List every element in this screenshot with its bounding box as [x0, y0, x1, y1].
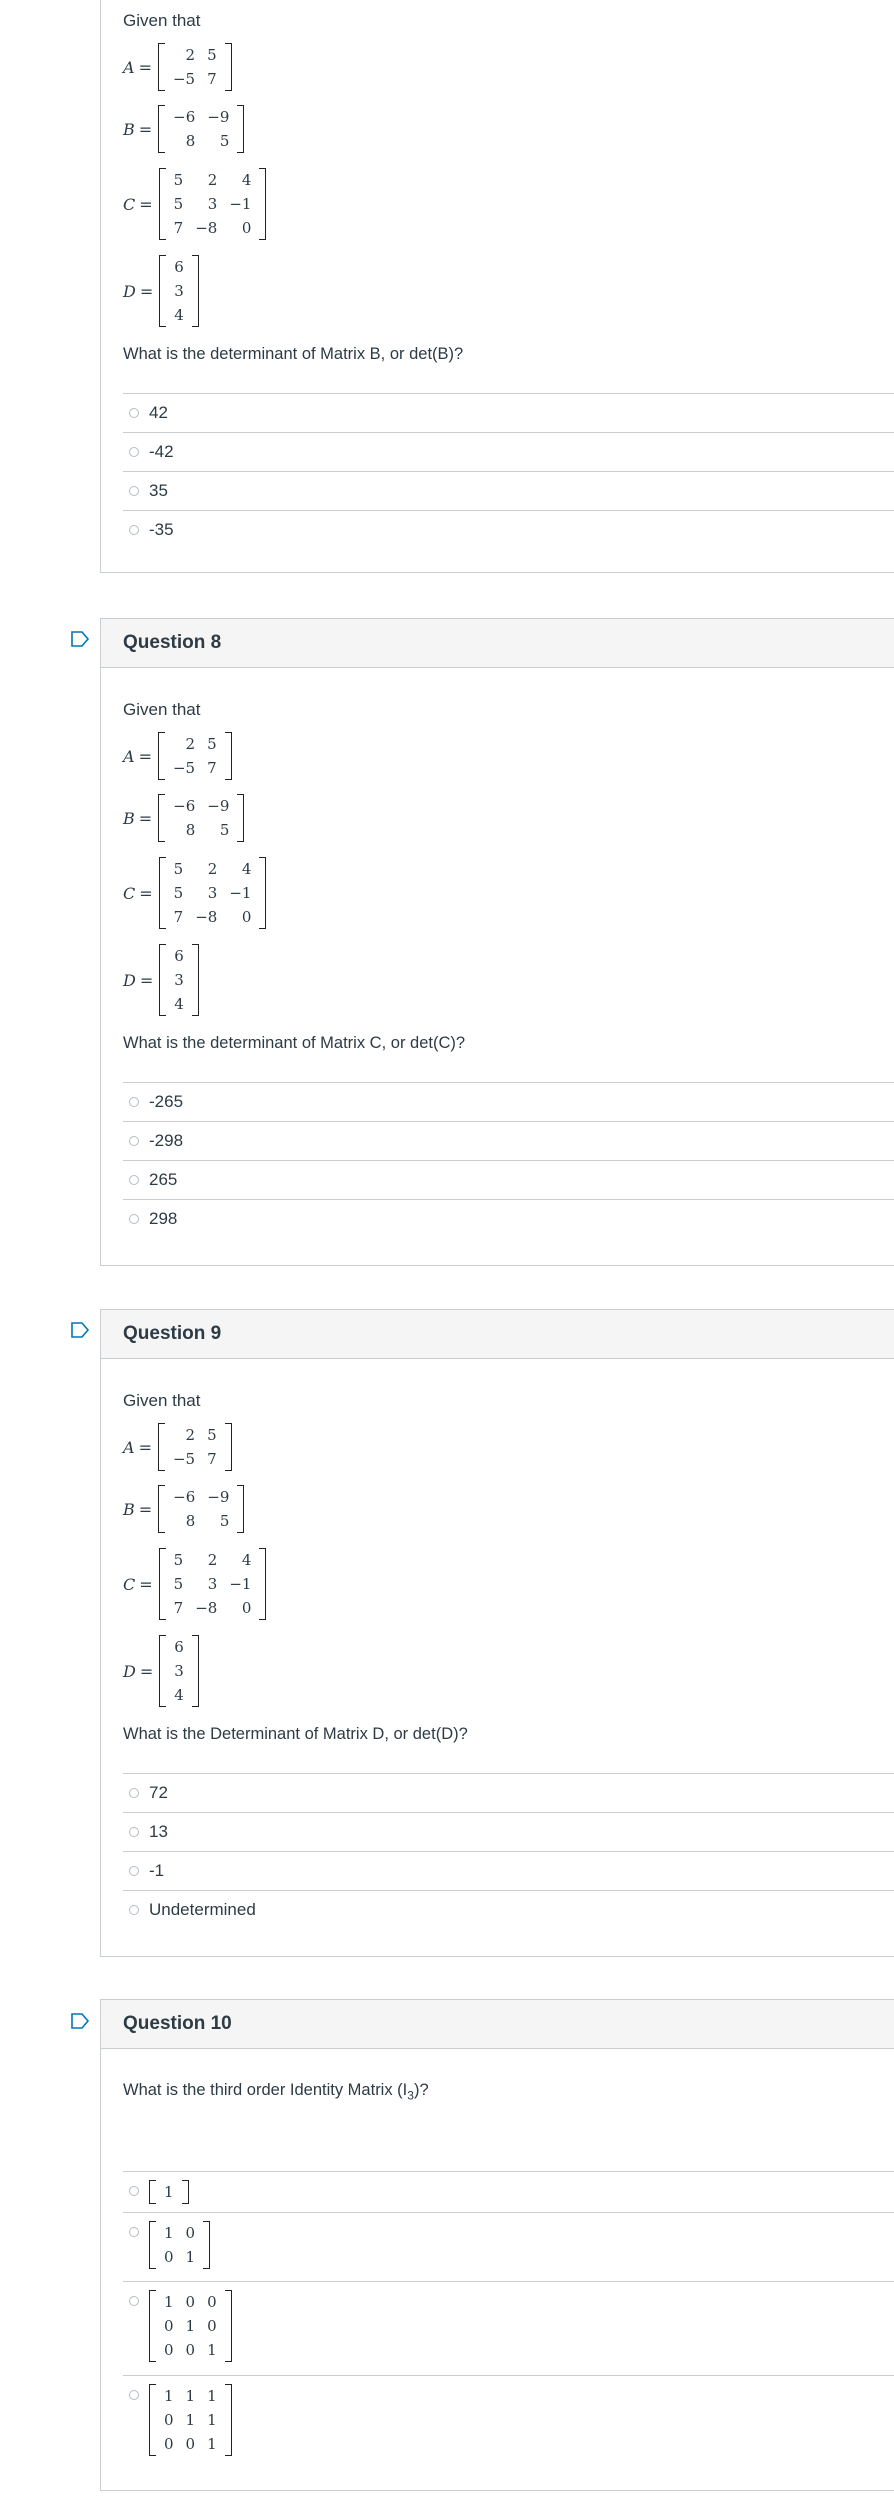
- equals-sign: =: [139, 194, 153, 214]
- matrix: [159, 1635, 199, 1707]
- matrix-cell: 3: [207, 1575, 218, 1593]
- matrix-label: A: [123, 746, 135, 766]
- answer-option[interactable]: [123, 432, 894, 471]
- right-bracket: [225, 2290, 232, 2362]
- matrix-b-definition: [123, 794, 244, 842]
- matrix: [159, 944, 199, 1016]
- matrix-cell: −8: [195, 219, 218, 237]
- matrix-c-definition: [123, 1548, 266, 1620]
- answer-option[interactable]: [123, 1851, 894, 1890]
- matrix-grid: [158, 2384, 223, 2456]
- equals-sign: =: [138, 119, 153, 139]
- answer-list: [123, 393, 894, 549]
- radio-button[interactable]: [129, 447, 139, 457]
- matrix-cell: 1: [164, 2224, 174, 2242]
- radio-button[interactable]: [129, 1788, 139, 1798]
- matrix-cell: 0: [164, 2341, 174, 2359]
- equals-sign: =: [139, 1661, 154, 1681]
- left-bracket: [159, 1548, 166, 1620]
- left-bracket: [158, 794, 165, 842]
- matrix-cell: 7: [207, 759, 217, 777]
- matrix-grid: [168, 1548, 258, 1620]
- matrix-cell: −6: [173, 797, 196, 815]
- matrix-cell: 7: [207, 70, 217, 88]
- matrix-cell: −5: [172, 759, 196, 777]
- matrix-cell: 4: [241, 1551, 252, 1569]
- radio-button[interactable]: [129, 525, 139, 535]
- matrix: [158, 794, 244, 842]
- matrix-cell: 1: [164, 2293, 174, 2311]
- matrix-label: D: [123, 281, 136, 301]
- subscript: 3: [407, 2088, 414, 2103]
- matrix-cell: 6: [174, 947, 184, 965]
- answer-option[interactable]: [123, 471, 894, 510]
- left-bracket: [149, 2221, 156, 2269]
- matrix-cell: 3: [174, 1662, 184, 1680]
- matrix-cell: −8: [195, 1599, 218, 1617]
- answer-option[interactable]: [123, 1121, 894, 1160]
- matrix-cell: −9: [207, 1488, 230, 1506]
- matrix-cell: 3: [207, 884, 218, 902]
- matrix-grid: [158, 2180, 180, 2204]
- right-bracket: [225, 732, 232, 780]
- matrix-cell: 3: [174, 282, 184, 300]
- matrix-a-definition: [123, 732, 232, 780]
- matrix-cell: −6: [173, 108, 196, 126]
- question-text: What is the Determinant of Matrix D, or det(D)?: [123, 1725, 468, 1743]
- matrix: [158, 1485, 244, 1533]
- matrix: [158, 1423, 232, 1471]
- matrix: [158, 105, 244, 153]
- question-7-card: [100, 0, 894, 573]
- radio-button[interactable]: [129, 1175, 139, 1185]
- answer-list: [123, 2171, 894, 2475]
- answer-label[interactable]: -42: [149, 442, 174, 461]
- matrix-d-definition: [123, 944, 199, 1016]
- equals-sign: =: [139, 281, 154, 301]
- right-bracket: [203, 2221, 210, 2269]
- answer-label[interactable]: -265: [149, 1092, 184, 1111]
- matrix-cell: 0: [185, 2435, 196, 2453]
- matrix-cell: 4: [174, 306, 184, 324]
- radio-button[interactable]: [129, 1866, 139, 1876]
- equals-sign: =: [139, 883, 153, 903]
- radio-button[interactable]: [129, 1097, 139, 1107]
- matrix-cell: 0: [207, 2293, 217, 2311]
- matrix-cell: 1: [207, 2435, 217, 2453]
- matrix-cell: −8: [195, 908, 218, 926]
- matrix-cell: 4: [174, 1686, 184, 1704]
- answer-label[interactable]: 13: [149, 1822, 168, 1841]
- radio-button[interactable]: [129, 2296, 139, 2306]
- matrix-b-definition: [123, 1485, 244, 1533]
- answer-option[interactable]: [123, 510, 894, 549]
- right-bracket: [259, 857, 266, 929]
- matrix: [149, 2221, 210, 2269]
- answer-option[interactable]: [123, 393, 894, 432]
- matrix: [159, 1548, 267, 1620]
- matrix-cell: −9: [207, 108, 230, 126]
- radio-button[interactable]: [129, 1827, 139, 1837]
- matrix-cell: 5: [173, 1575, 184, 1593]
- answer-label[interactable]: 35: [149, 481, 168, 500]
- answer-option[interactable]: [123, 1199, 894, 1238]
- question-10-card: [100, 1999, 894, 2491]
- matrix-cell: −9: [207, 797, 230, 815]
- matrix-cell: 3: [174, 971, 184, 989]
- matrix-grid: [167, 732, 223, 780]
- matrix-label: C: [123, 194, 136, 214]
- right-bracket: [259, 1548, 266, 1620]
- matrix-cell: −1: [229, 195, 252, 213]
- right-bracket: [192, 1635, 199, 1707]
- equals-sign: =: [139, 1574, 153, 1594]
- answer-option[interactable]: [123, 2281, 894, 2375]
- matrix-cell: 4: [174, 995, 184, 1013]
- matrix: [159, 857, 267, 929]
- matrix-cell: 4: [241, 171, 252, 189]
- matrix: [159, 168, 267, 240]
- answer-label[interactable]: 298: [149, 1209, 178, 1228]
- matrix-label: A: [123, 1437, 135, 1457]
- matrix-cell: 5: [173, 860, 184, 878]
- matrix-cell: 5: [173, 171, 184, 189]
- matrix-cell: 0: [164, 2411, 174, 2429]
- matrix-cell: 5: [173, 1551, 184, 1569]
- matrix-label: B: [123, 808, 135, 828]
- question-intro: Given that: [123, 700, 201, 719]
- matrix-grid: [168, 1635, 190, 1707]
- right-bracket: [237, 1485, 244, 1533]
- matrix: [149, 2290, 232, 2362]
- left-bracket: [159, 944, 166, 1016]
- matrix-cell: 2: [185, 1426, 196, 1444]
- left-bracket: [159, 857, 166, 929]
- question-title: Question 10: [101, 2000, 894, 2049]
- left-bracket: [159, 255, 166, 327]
- question-title: Question 9: [101, 1310, 894, 1359]
- equals-sign: =: [138, 746, 152, 766]
- matrix-a-definition: [123, 1423, 232, 1471]
- answer-option[interactable]: [123, 2212, 894, 2281]
- question-intro: Given that: [123, 11, 201, 30]
- matrix-cell: −1: [229, 1575, 252, 1593]
- matrix-cell: 4: [241, 860, 252, 878]
- left-bracket: [159, 168, 166, 240]
- question-text: [123, 2081, 429, 2102]
- question-text: What is the determinant of Matrix C, or det(C)?: [123, 1034, 466, 1052]
- flag-question-icon[interactable]: [70, 2013, 90, 2029]
- answer-label[interactable]: -298: [149, 1131, 184, 1150]
- matrix-cell: 6: [174, 1638, 184, 1656]
- matrix-cell: −1: [229, 884, 252, 902]
- matrix-cell: 2: [207, 171, 218, 189]
- matrix: [158, 732, 232, 780]
- matrix-cell: 0: [241, 908, 252, 926]
- matrix-cell: 2: [185, 46, 196, 64]
- question-9-card: [100, 1309, 894, 1957]
- matrix-grid: [168, 944, 190, 1016]
- radio-button[interactable]: [129, 2186, 139, 2196]
- answer-option[interactable]: [123, 1082, 894, 1121]
- matrix: [158, 43, 232, 91]
- matrix-cell: 1: [207, 2387, 217, 2405]
- radio-button[interactable]: [129, 1136, 139, 1146]
- answer-list: [123, 1773, 894, 1929]
- matrix-cell: 1: [185, 2248, 196, 2266]
- matrix-cell: 0: [164, 2435, 174, 2453]
- matrix: [159, 255, 199, 327]
- matrix-grid: [158, 2290, 223, 2362]
- right-bracket: [259, 168, 266, 240]
- left-bracket: [158, 43, 165, 91]
- matrix-cell: 7: [173, 219, 184, 237]
- matrix-label: C: [123, 883, 136, 903]
- matrix-cell: 1: [164, 2183, 174, 2201]
- matrix-cell: 0: [185, 2341, 196, 2359]
- left-bracket: [149, 2290, 156, 2362]
- equals-sign: =: [138, 1437, 152, 1457]
- matrix-cell: 0: [207, 2317, 217, 2335]
- answer-option[interactable]: [123, 2171, 894, 2212]
- matrix-cell: 5: [219, 821, 230, 839]
- matrix-d-definition: [123, 255, 199, 327]
- matrix-label: D: [123, 1661, 136, 1681]
- matrix-cell: 5: [219, 1512, 230, 1530]
- question-title: Question 8: [101, 619, 894, 668]
- matrix-cell: 0: [185, 2293, 196, 2311]
- matrix-grid: [168, 255, 190, 327]
- radio-button[interactable]: [129, 2390, 139, 2400]
- answer-option[interactable]: [123, 1890, 894, 1929]
- matrix-cell: 8: [185, 1512, 196, 1530]
- right-bracket: [237, 105, 244, 153]
- question-intro: Given that: [123, 1391, 201, 1410]
- matrix-cell: 0: [164, 2317, 174, 2335]
- matrix-cell: 0: [241, 1599, 252, 1617]
- matrix-c-definition: [123, 168, 266, 240]
- answer-label[interactable]: 265: [149, 1170, 178, 1189]
- matrix-cell: −6: [173, 1488, 196, 1506]
- matrix-cell: 1: [207, 2411, 217, 2429]
- equals-sign: =: [139, 970, 154, 990]
- matrix-cell: 5: [219, 132, 230, 150]
- matrix-cell: 5: [173, 884, 184, 902]
- matrix-cell: −5: [172, 70, 196, 88]
- matrix-d-definition: [123, 1635, 199, 1707]
- matrix-label: B: [123, 119, 135, 139]
- radio-button[interactable]: [129, 1905, 139, 1915]
- matrix-cell: 1: [164, 2387, 174, 2405]
- answer-option[interactable]: [123, 1812, 894, 1851]
- matrix-grid: [167, 1485, 235, 1533]
- flag-question-icon[interactable]: [70, 1322, 90, 1338]
- answer-label[interactable]: -1: [149, 1861, 165, 1880]
- matrix-cell: −5: [172, 1450, 196, 1468]
- matrix-grid: [167, 794, 235, 842]
- radio-button[interactable]: [129, 1214, 139, 1224]
- matrix-cell: 0: [241, 219, 252, 237]
- answer-label[interactable]: 72: [149, 1783, 168, 1802]
- matrix-cell: 8: [185, 132, 196, 150]
- matrix-cell: 0: [185, 2224, 196, 2242]
- radio-button[interactable]: [129, 486, 139, 496]
- matrix-grid: [158, 2221, 201, 2269]
- left-bracket: [159, 1635, 166, 1707]
- right-bracket: [192, 255, 199, 327]
- matrix-c-definition: [123, 857, 266, 929]
- answer-option[interactable]: [123, 1160, 894, 1199]
- matrix-cell: 1: [185, 2387, 196, 2405]
- question-text-suffix: )?: [413, 2081, 429, 2099]
- flag-question-icon[interactable]: [70, 631, 90, 647]
- answer-label[interactable]: Undetermined: [149, 1900, 256, 1919]
- right-bracket: [192, 944, 199, 1016]
- answer-label[interactable]: 42: [149, 403, 168, 422]
- right-bracket: [237, 794, 244, 842]
- matrix-grid: [168, 168, 258, 240]
- matrix: [149, 2180, 189, 2204]
- matrix-grid: [167, 43, 223, 91]
- left-bracket: [149, 2180, 156, 2204]
- radio-button[interactable]: [129, 408, 139, 418]
- matrix-cell: 0: [164, 2248, 174, 2266]
- equals-sign: =: [138, 808, 153, 828]
- matrix-a-definition: [123, 43, 232, 91]
- left-bracket: [158, 105, 165, 153]
- left-bracket: [158, 1423, 165, 1471]
- left-bracket: [158, 732, 165, 780]
- left-bracket: [158, 1485, 165, 1533]
- right-bracket: [225, 2384, 232, 2456]
- matrix-label: B: [123, 1499, 135, 1519]
- matrix-cell: 7: [207, 1450, 217, 1468]
- equals-sign: =: [138, 57, 152, 77]
- matrix-cell: 7: [173, 1599, 184, 1617]
- right-bracket: [225, 1423, 232, 1471]
- matrix-grid: [167, 1423, 223, 1471]
- matrix-cell: 5: [207, 46, 217, 64]
- matrix-label: D: [123, 970, 136, 990]
- matrix-cell: 5: [207, 1426, 217, 1444]
- matrix-cell: 1: [207, 2341, 217, 2359]
- answer-option[interactable]: [123, 2375, 894, 2475]
- question-8-card: [100, 618, 894, 1266]
- answer-option[interactable]: [123, 1773, 894, 1812]
- equals-sign: =: [138, 1499, 153, 1519]
- matrix-cell: 3: [207, 195, 218, 213]
- matrix-label: C: [123, 1574, 136, 1594]
- matrix-cell: 6: [174, 258, 184, 276]
- matrix: [149, 2384, 232, 2456]
- answer-list: [123, 1082, 894, 1238]
- matrix-b-definition: [123, 105, 244, 153]
- left-bracket: [149, 2384, 156, 2456]
- question-text-prefix: What is the third order Identity Matrix (I: [123, 2081, 408, 2099]
- matrix-cell: 8: [185, 821, 196, 839]
- matrix-cell: 2: [185, 735, 196, 753]
- matrix-grid: [167, 105, 235, 153]
- matrix-cell: 2: [207, 1551, 218, 1569]
- matrix-cell: 1: [185, 2317, 196, 2335]
- radio-button[interactable]: [129, 2227, 139, 2237]
- matrix-cell: 7: [173, 908, 184, 926]
- right-bracket: [225, 43, 232, 91]
- answer-label[interactable]: -35: [149, 520, 174, 539]
- matrix-cell: 1: [185, 2411, 196, 2429]
- question-text: What is the determinant of Matrix B, or det(B)?: [123, 345, 464, 363]
- matrix-grid: [168, 857, 258, 929]
- matrix-label: A: [123, 57, 135, 77]
- right-bracket: [182, 2180, 189, 2204]
- matrix-cell: 2: [207, 860, 218, 878]
- matrix-cell: 5: [207, 735, 217, 753]
- matrix-cell: 5: [173, 195, 184, 213]
